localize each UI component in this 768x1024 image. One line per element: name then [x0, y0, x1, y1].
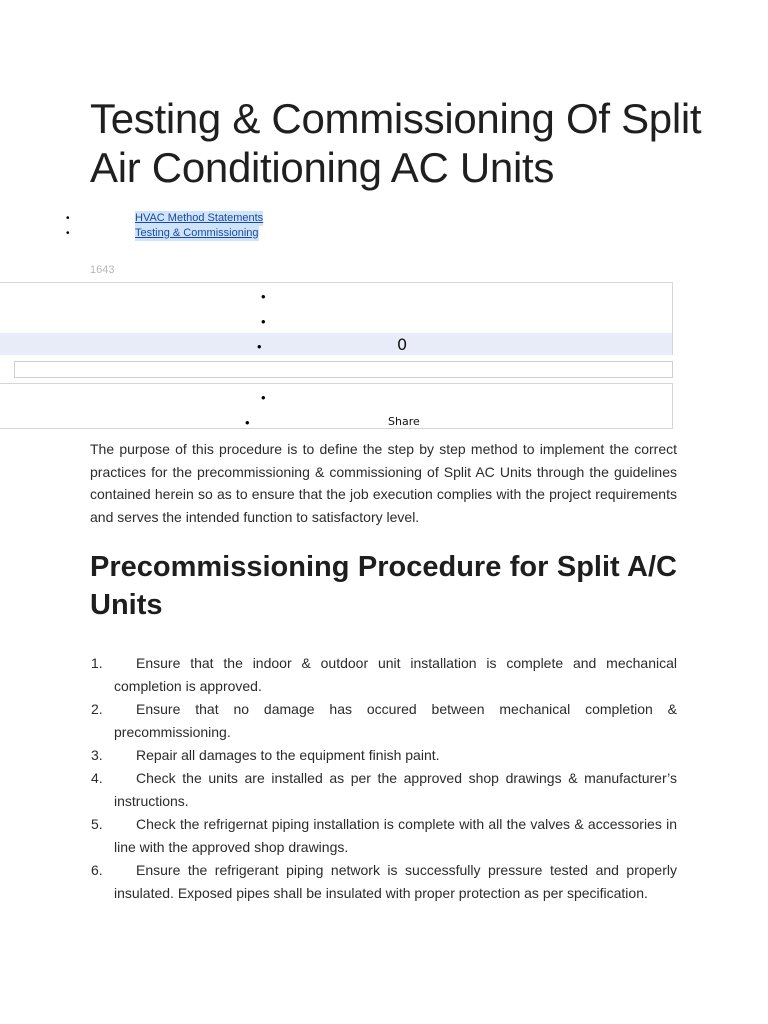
list-item-number: 5. [91, 816, 103, 832]
procedure-list [90, 652, 677, 905]
list-item [90, 698, 677, 744]
bullet-icon[interactable]: • [261, 314, 266, 329]
bullet-icon[interactable]: • [257, 339, 262, 354]
bullet-icon[interactable]: • [261, 289, 266, 304]
list-item-text: Check the units are installed as per the approved shop drawings & manufacturer’s instructions. [114, 770, 677, 809]
bullet-icon: • [66, 213, 70, 224]
section-heading: Precommissioning Procedure for Split A/C Units [90, 551, 677, 621]
list-item [90, 652, 677, 698]
list-item-text: Ensure that the indoor & outdoor unit installation is complete and mechanical completion is approved. [114, 655, 677, 694]
page-title: Testing & Commissioning Of Split Air Conditioning AC Units [90, 95, 702, 191]
list-item [90, 813, 677, 859]
action-bar [0, 282, 673, 355]
comment-input[interactable] [14, 361, 673, 378]
list-item-text: Ensure that no damage has occured between mechanical completion & precommissioning. [114, 701, 677, 740]
share-button[interactable]: Share [388, 415, 420, 428]
list-item [90, 744, 677, 767]
bullet-icon[interactable]: • [245, 415, 250, 430]
breadcrumb-link-hvac-method-statements[interactable]: HVAC Method Statements [135, 212, 264, 224]
bullet-icon: • [66, 228, 70, 239]
bullet-icon[interactable]: • [261, 390, 266, 405]
breadcrumb-link-testing-commissioning[interactable]: Testing & Commissioning [135, 227, 259, 239]
list-item [90, 767, 677, 813]
list-item-number: 2. [91, 701, 103, 717]
action-row-highlight [0, 333, 672, 355]
list-item-text: Check the refrigernat piping installation is complete with all the valves & accessories in line with the approved shop drawings. [114, 816, 677, 855]
list-item-text: Ensure the refrigerant piping network is successfully pressure tested and properly insulated. Exposed pipes shall be insulated with proper protection as per specification. [114, 862, 677, 901]
intro-paragraph: The purpose of this procedure is to define the step by step method to implement the correct practices for the precommissioning & commissioning of Split AC Units through the guidelines contained herein so as to ensure that the job execution complies with the project requirements and serves the intended function to satisfactory level. [90, 441, 677, 526]
list-item [90, 859, 677, 905]
list-item-number: 3. [91, 747, 103, 763]
share-bar [0, 383, 673, 429]
list-item-number: 6. [91, 862, 103, 878]
view-count: 1643 [90, 264, 115, 276]
reaction-count: 0 [397, 335, 408, 354]
list-item-number: 1. [91, 655, 103, 671]
list-item-number: 4. [91, 770, 103, 786]
list-item-text: Repair all damages to the equipment finish paint. [136, 747, 440, 763]
